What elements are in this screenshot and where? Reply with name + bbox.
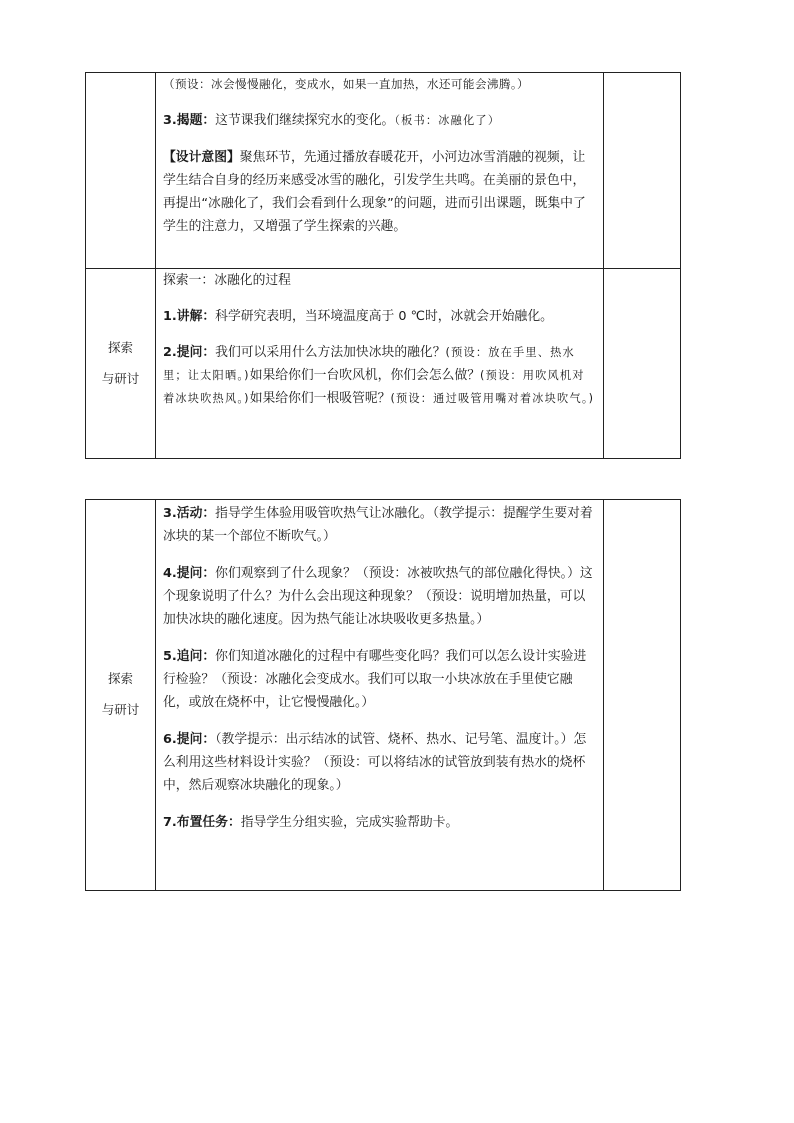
section-label-cell: [86, 269, 156, 459]
item-text: 你们观察到了什么现象？（预设：冰被吹热气的部位融化得快。）这个现象说明了什么？为什么会出现这种现象？（预设：说明增加热量，可以加快冰块的融化速度。因为热气能让冰块吸收更多热量。）: [163, 566, 593, 627]
item-heading: 追问：: [176, 649, 216, 664]
blackboard-note: （板书：冰融化了）: [394, 114, 501, 127]
item-number: 7.: [163, 815, 177, 830]
table-row: [86, 269, 681, 459]
item-heading: 提问：: [176, 345, 216, 360]
content-cell-intro: [156, 73, 604, 269]
item-number: 5.: [163, 649, 177, 664]
item-number: 3.: [163, 506, 177, 521]
content-cell-activities: [156, 500, 604, 891]
item-text: 指导学生分组实验，完成实验帮助卡。: [240, 815, 459, 830]
item-text: 指导学生体验用吸管吹热气让冰融化。（教学提示：提醒学生要对着冰块的某一个部位不断吹气。）: [163, 506, 593, 544]
item-number: 6.: [163, 732, 177, 747]
item-number: 3.: [163, 113, 177, 128]
materials-question-paragraph: [163, 728, 597, 797]
item-heading: 活动：: [176, 506, 216, 521]
table-row: [86, 500, 681, 891]
question-text: 我们可以采用什么方法加快冰块的融化？: [215, 345, 446, 360]
reveal-topic-paragraph: [163, 109, 597, 132]
item-heading: 提问：: [176, 566, 216, 581]
item-number: 1.: [163, 309, 177, 324]
item-heading: 布置任务：: [176, 815, 241, 830]
preset-line: （预设：冰会慢慢融化，变成水，如果一直加热，水还可能会沸腾。）: [163, 77, 530, 91]
notes-cell: [604, 269, 681, 459]
assign-task-paragraph: [163, 811, 597, 834]
item-heading: 揭题：: [176, 113, 216, 128]
section-label-line1: 探索: [107, 671, 133, 687]
explore-title: 探索一：冰融化的过程: [163, 273, 291, 288]
design-intent-paragraph: [163, 146, 597, 238]
activity-paragraph: [163, 502, 597, 548]
section-label-line2: 与研讨: [101, 370, 140, 386]
item-heading: 提问：: [176, 732, 216, 747]
notes-cell: [604, 500, 681, 891]
section-label-line2: 与研讨: [101, 702, 140, 717]
item-text: 科学研究表明，当环境温度高于 0 ℃时，冰就会开始融化。: [215, 309, 553, 324]
follow-up-paragraph: [163, 645, 597, 714]
explain-paragraph: [163, 305, 597, 328]
preset-text: (预设：放在手里、热水里；让太阳晒。): [163, 346, 575, 382]
item-number: 2.: [163, 345, 177, 360]
lesson-table-1: [85, 72, 681, 459]
question-text: 如果给你们一台吹风机，你们会怎么做？: [249, 368, 481, 383]
section-label-line1: 探索: [107, 339, 133, 355]
item-number: 4.: [163, 566, 177, 581]
lesson-table-2: [85, 499, 681, 891]
observe-question-paragraph: [163, 562, 597, 631]
item-text: 这节课我们继续探究水的变化。: [215, 113, 395, 128]
question-paragraph: [163, 341, 597, 410]
question-text: 如果给你们一根吸管呢？: [249, 391, 391, 406]
design-intent-heading: 【设计意图】: [163, 150, 240, 165]
design-intent-text: 聚焦环节，先通过播放春暖花开，小河边冰雪消融的视频，让学生结合自身的经历来感受冰雪的融化，引发学生共鸣。在美丽的景色中，再提出“冰融化了，我们会看到什么现象”的问题，进而引出课题，既集中了学生的注意力，又增强了学生探索的兴趣。: [163, 150, 586, 234]
section-label-cell: [86, 500, 156, 891]
item-text: 你们知道冰融化的过程中有哪些变化吗？我们可以怎么设计实验进行检验？（预设：冰融化会变成水。我们可以取一小块冰放在手里使它融化，或放在烧杯中，让它慢慢融化。）: [163, 649, 587, 710]
content-cell-explore: [156, 269, 604, 459]
notes-cell: [604, 73, 681, 269]
item-heading: 讲解：: [176, 309, 216, 324]
label-cell-empty: [86, 73, 156, 269]
item-text: （教学提示：出示结冰的试管、烧杯、热水、记号笔、温度计。）怎么利用这些材料设计实验？（预设：可以将结冰的试管放到装有热水的烧杯中，然后观察冰块融化的现象。）: [163, 732, 587, 793]
preset-text: (预设：用吹风机对着冰块吹热风。): [163, 369, 585, 405]
preset-text: (预设：通过吸管用嘴对着冰块吹气。): [390, 392, 595, 405]
table-row: [86, 73, 681, 269]
